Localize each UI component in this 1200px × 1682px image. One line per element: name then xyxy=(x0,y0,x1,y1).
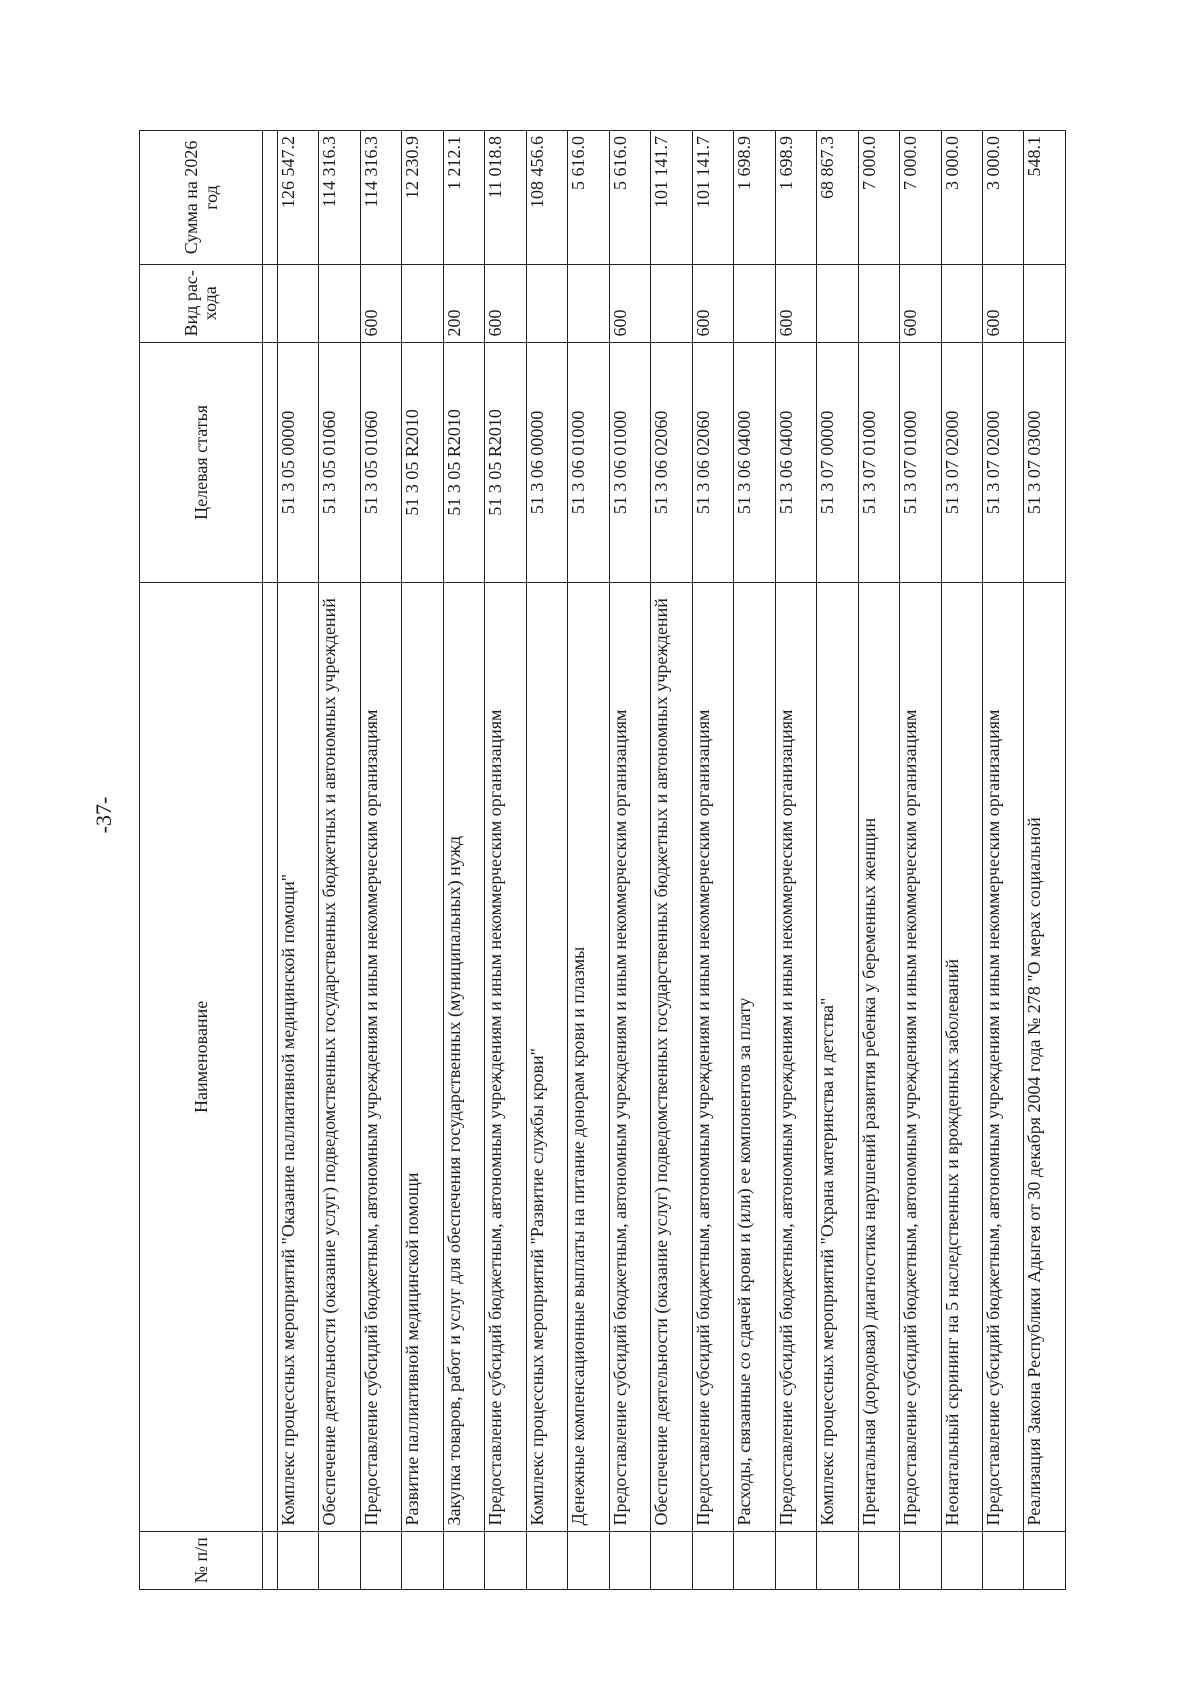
row-code-cell: 51 3 07 01000 xyxy=(900,342,941,583)
row-sum-cell: 5 616.0 xyxy=(609,131,650,265)
row-vid-cell xyxy=(734,264,775,342)
row-name-cell: Предоставление субсидий бюджетным, автономным учреждениям и иным некоммерческим организациям xyxy=(775,583,816,1531)
row-code-cell: 51 3 06 04000 xyxy=(775,342,816,583)
row-sum-cell: 68 867.3 xyxy=(817,131,858,265)
row-code-cell: 51 3 06 02060 xyxy=(692,342,733,583)
budget-table-container xyxy=(139,130,1066,1590)
row-code-cell: 51 3 07 02000 xyxy=(982,342,1023,583)
table-row xyxy=(941,131,982,1590)
row-name-cell: Закупка товаров, работ и услуг для обеспечения государственных (муниципальных) нужд xyxy=(443,583,484,1531)
header-name: Наименование xyxy=(140,583,263,1531)
row-name-cell: Предоставление субсидий бюджетным, автономным учреждениям и иным некоммерческим организациям xyxy=(692,583,733,1531)
row-vid-cell: 600 xyxy=(775,264,816,342)
row-sum-cell: 1 212.1 xyxy=(443,131,484,265)
row-code-cell: 51 3 05 00000 xyxy=(278,342,319,583)
page-number: -37- xyxy=(91,796,116,834)
row-name-cell: Комплекс процессных мероприятий "Охрана материнства и детства" xyxy=(817,583,858,1531)
table-row xyxy=(775,131,816,1590)
table-body xyxy=(278,131,1066,1590)
row-vid-cell xyxy=(858,264,899,342)
row-sum-cell: 108 456.6 xyxy=(526,131,567,265)
header-vid: Вид рас- хода xyxy=(140,264,263,342)
header-sum: Сумма на 2026 год xyxy=(140,131,263,265)
table-row xyxy=(526,131,567,1590)
row-name-cell: Реализация Закона Республики Адыгея от 30 декабря 2004 года № 278 "О мерах социальной xyxy=(1024,583,1066,1531)
row-code-cell: 51 3 06 02060 xyxy=(651,342,692,583)
row-vid-cell xyxy=(402,264,443,342)
row-num-cell xyxy=(692,1531,733,1589)
row-vid-cell: 600 xyxy=(692,264,733,342)
row-num-cell xyxy=(982,1531,1023,1589)
row-name-cell: Комплекс процессных мероприятий "Развитие службы крови" xyxy=(526,583,567,1531)
row-name-cell: Обеспечение деятельности (оказание услуг) подведомственных государственных бюджетных и автономных учреждений xyxy=(651,583,692,1531)
subheader-cell xyxy=(263,583,278,1531)
row-code-cell: 51 3 07 00000 xyxy=(817,342,858,583)
row-code-cell: 51 3 06 01000 xyxy=(568,342,609,583)
table-row xyxy=(982,131,1023,1590)
row-vid-cell xyxy=(568,264,609,342)
row-code-cell: 51 3 07 01000 xyxy=(858,342,899,583)
row-num-cell xyxy=(360,1531,401,1589)
subheader-cell xyxy=(263,131,278,265)
row-name-cell: Комплекс процессных мероприятий "Оказание паллиативной медицинской помощи" xyxy=(278,583,319,1531)
row-num-cell xyxy=(402,1531,443,1589)
row-sum-cell: 3 000.0 xyxy=(941,131,982,265)
row-sum-cell: 101 141.7 xyxy=(692,131,733,265)
row-vid-cell: 600 xyxy=(609,264,650,342)
row-num-cell xyxy=(568,1531,609,1589)
table-row xyxy=(485,131,526,1590)
row-num-cell xyxy=(443,1531,484,1589)
row-vid-cell xyxy=(319,264,360,342)
row-code-cell: 51 3 06 01000 xyxy=(609,342,650,583)
row-vid-cell xyxy=(941,264,982,342)
row-code-cell: 51 3 05 01060 xyxy=(319,342,360,583)
row-vid-cell xyxy=(278,264,319,342)
row-code-cell: 51 3 07 03000 xyxy=(1024,342,1066,583)
row-num-cell xyxy=(900,1531,941,1589)
row-name-cell: Неонатальный скрининг на 5 наследственных и врожденных заболеваний xyxy=(941,583,982,1531)
table-row xyxy=(734,131,775,1590)
row-vid-cell xyxy=(526,264,567,342)
row-sum-cell: 114 316.3 xyxy=(319,131,360,265)
row-num-cell xyxy=(609,1531,650,1589)
row-vid-cell: 600 xyxy=(982,264,1023,342)
table-row xyxy=(858,131,899,1590)
table-header-row xyxy=(140,131,263,1590)
table-subheader-row xyxy=(263,131,278,1590)
table-row xyxy=(319,131,360,1590)
row-num-cell xyxy=(734,1531,775,1589)
row-name-cell: Предоставление субсидий бюджетным, автономным учреждениям и иным некоммерческим организациям xyxy=(360,583,401,1531)
row-name-cell: Пренатальная (дородовая) диагностика нарушений развития ребенка у беременных женщин xyxy=(858,583,899,1531)
row-vid-cell xyxy=(1024,264,1066,342)
table-row xyxy=(443,131,484,1590)
table-row xyxy=(278,131,319,1590)
row-sum-cell: 5 616.0 xyxy=(568,131,609,265)
row-vid-cell: 200 xyxy=(443,264,484,342)
row-code-cell: 51 3 06 00000 xyxy=(526,342,567,583)
row-num-cell xyxy=(1024,1531,1066,1589)
table-row xyxy=(609,131,650,1590)
row-vid-cell xyxy=(651,264,692,342)
row-code-cell: 51 3 05 R2010 xyxy=(485,342,526,583)
row-num-cell xyxy=(278,1531,319,1589)
budget-table xyxy=(139,130,1066,1590)
row-code-cell: 51 3 05 R2010 xyxy=(402,342,443,583)
table-row xyxy=(568,131,609,1590)
row-sum-cell: 114 316.3 xyxy=(360,131,401,265)
row-sum-cell: 3 000.0 xyxy=(982,131,1023,265)
row-name-cell: Денежные компенсационные выплаты на питание донорам крови и плазмы xyxy=(568,583,609,1531)
row-name-cell: Предоставление субсидий бюджетным, автономным учреждениям и иным некоммерческим организациям xyxy=(609,583,650,1531)
row-code-cell: 51 3 05 R2010 xyxy=(443,342,484,583)
row-vid-cell: 600 xyxy=(360,264,401,342)
row-code-cell: 51 3 05 01060 xyxy=(360,342,401,583)
table-row xyxy=(817,131,858,1590)
table-row xyxy=(402,131,443,1590)
row-sum-cell: 12 230.9 xyxy=(402,131,443,265)
row-sum-cell: 7 000.0 xyxy=(858,131,899,265)
row-vid-cell: 600 xyxy=(900,264,941,342)
row-sum-cell: 7 000.0 xyxy=(900,131,941,265)
row-sum-cell: 548.1 xyxy=(1024,131,1066,265)
table-row xyxy=(1024,131,1066,1590)
row-num-cell xyxy=(775,1531,816,1589)
header-num: № п/п xyxy=(140,1531,263,1589)
row-num-cell xyxy=(941,1531,982,1589)
row-vid-cell xyxy=(817,264,858,342)
row-name-cell: Обеспечение деятельности (оказание услуг) подведомственных государственных бюджетных и автономных учреждений xyxy=(319,583,360,1531)
row-num-cell xyxy=(858,1531,899,1589)
row-name-cell: Предоставление субсидий бюджетным, автономным учреждениям и иным некоммерческим организациям xyxy=(982,583,1023,1531)
row-sum-cell: 126 547.2 xyxy=(278,131,319,265)
row-num-cell xyxy=(319,1531,360,1589)
row-name-cell: Расходы, связанные со сдачей крови и (или) ее компонентов за плату xyxy=(734,583,775,1531)
row-vid-cell: 600 xyxy=(485,264,526,342)
subheader-cell xyxy=(263,342,278,583)
row-code-cell: 51 3 07 02000 xyxy=(941,342,982,583)
table-row xyxy=(900,131,941,1590)
table-row xyxy=(360,131,401,1590)
row-name-cell: Предоставление субсидий бюджетным, автономным учреждениям и иным некоммерческим организациям xyxy=(900,583,941,1531)
row-sum-cell: 1 698.9 xyxy=(775,131,816,265)
row-name-cell: Предоставление субсидий бюджетным, автономным учреждениям и иным некоммерческим организациям xyxy=(485,583,526,1531)
row-num-cell xyxy=(817,1531,858,1589)
row-num-cell xyxy=(526,1531,567,1589)
table-row xyxy=(651,131,692,1590)
row-name-cell: Развитие паллиативной медицинской помощи xyxy=(402,583,443,1531)
row-num-cell xyxy=(485,1531,526,1589)
subheader-cell xyxy=(263,264,278,342)
subheader-cell xyxy=(263,1531,278,1589)
rotated-table-frame xyxy=(139,130,1066,1590)
row-sum-cell: 101 141.7 xyxy=(651,131,692,265)
row-sum-cell: 1 698.9 xyxy=(734,131,775,265)
header-code: Целевая статья xyxy=(140,342,263,583)
table-row xyxy=(692,131,733,1590)
row-code-cell: 51 3 06 04000 xyxy=(734,342,775,583)
row-sum-cell: 11 018.8 xyxy=(485,131,526,265)
row-num-cell xyxy=(651,1531,692,1589)
